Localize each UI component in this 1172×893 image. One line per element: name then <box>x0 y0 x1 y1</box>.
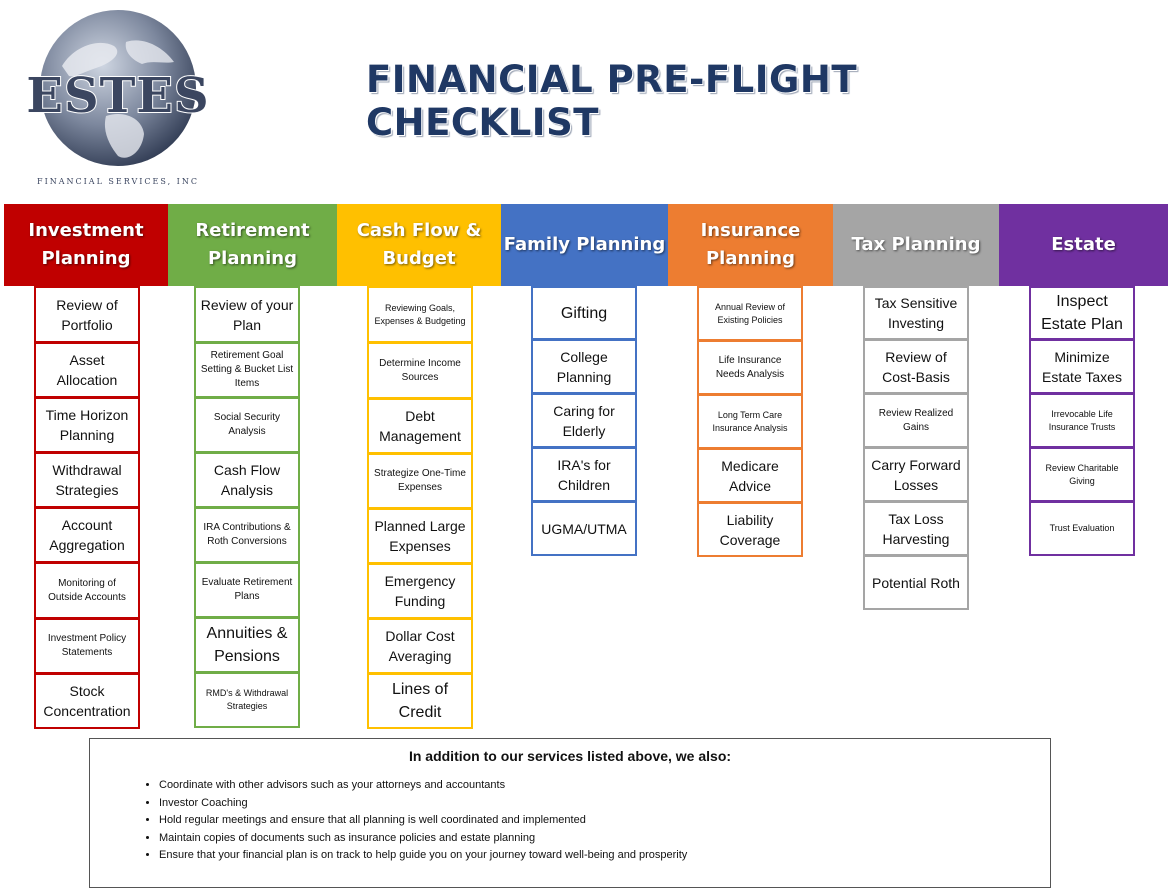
list-item: • Investor Coaching <box>159 795 687 813</box>
checklist-item: Liability Coverage <box>697 502 803 557</box>
checklist-item: Stock Concentration <box>34 673 140 729</box>
list-item: • Ensure that your financial plan is on track to help guide you on your journey toward well-being and prosperity <box>159 847 687 865</box>
checklist-item: Review Charitable Giving <box>1029 447 1135 502</box>
checklist-item: Caring for Elderly <box>531 393 637 448</box>
column-header-label: Cash Flow & <box>356 220 482 241</box>
column-header-label: Family Planning <box>503 234 666 255</box>
column-header-label: Planning <box>705 248 795 269</box>
header-investment-planning <box>4 204 168 286</box>
column-tax-planning <box>863 286 969 610</box>
checklist-item: Investment Policy Statements <box>34 618 140 674</box>
column-family-planning <box>531 286 637 556</box>
logo-subtitle: FINANCIAL SERVICES, INC <box>37 177 199 186</box>
checklist-item: Account Aggregation <box>34 507 140 563</box>
checklist-item: IRA Contributions & Roth Conversions <box>194 507 300 563</box>
header-cash-flow-budget <box>337 204 501 286</box>
checklist-item: Determine Income Sources <box>367 342 473 399</box>
checklist-item: Retirement Goal Setting & Bucket List Items <box>194 342 300 398</box>
column-header-label: Planning <box>41 248 131 269</box>
checklist-item: Lines of Credit <box>367 673 473 729</box>
column-header-label: Tax Planning <box>851 234 981 255</box>
checklist-item: IRA's for Children <box>531 447 637 502</box>
checklist-item: Tax Loss Harvesting <box>863 501 969 556</box>
checklist-item: Medicare Advice <box>697 448 803 503</box>
checklist-item: Irrevocable Life Insurance Trusts <box>1029 393 1135 448</box>
header-retirement-planning <box>168 204 337 286</box>
checklist-item: Potential Roth <box>863 555 969 610</box>
list-item: • Maintain copies of documents such as insurance policies and estate planning <box>159 830 687 848</box>
checklist-item: Gifting <box>531 286 637 340</box>
page-title: FINANCIAL PRE-FLIGHT CHECKLIST <box>366 58 858 144</box>
checklist-item: Social Security Analysis <box>194 397 300 453</box>
checklist-item: Minimize Estate Taxes <box>1029 339 1135 394</box>
column-cash-flow-budget <box>367 286 473 729</box>
checklist-item: Time Horizon Planning <box>34 397 140 453</box>
checklist-item: Annuities & Pensions <box>194 617 300 673</box>
column-header-label: Planning <box>207 248 297 269</box>
logo-wordmark: ESTES <box>26 68 210 124</box>
checklist-item: College Planning <box>531 339 637 394</box>
checklist-item: Review Realized Gains <box>863 393 969 448</box>
checklist-item: Evaluate Retirement Plans <box>194 562 300 618</box>
column-investment-planning <box>34 286 140 729</box>
checklist-item: Review of Portfolio <box>34 286 140 343</box>
checklist-item: Annual Review of Existing Policies <box>697 286 803 341</box>
checklist-item: Life Insurance Needs Analysis <box>697 340 803 395</box>
checklist-item: Long Term Care Insurance Analysis <box>697 394 803 449</box>
checklist-item: Monitoring of Outside Accounts <box>34 562 140 619</box>
checklist-item: Cash Flow Analysis <box>194 452 300 508</box>
checklist-item: Tax Sensitive Investing <box>863 286 969 340</box>
services-title: In addition to our services listed above, we also: <box>408 748 732 764</box>
checklist-item: Withdrawal Strategies <box>34 452 140 508</box>
checklist-item: Review of Cost-Basis <box>863 339 969 394</box>
checklist-item: Debt Management <box>367 398 473 454</box>
checklist-item: Carry Forward Losses <box>863 447 969 502</box>
checklist-item: Emergency Funding <box>367 563 473 619</box>
checklist-item: Reviewing Goals, Expenses & Budgeting <box>367 286 473 343</box>
header-insurance-planning <box>668 204 833 286</box>
checklist-item: Planned Large Expenses <box>367 508 473 564</box>
list-item: • Hold regular meetings and ensure that all planning is well coordinated and implemented <box>159 812 687 830</box>
column-header-label: Estate <box>1051 234 1116 255</box>
services-box <box>89 738 1051 888</box>
checklist-item: Inspect Estate Plan <box>1029 286 1135 340</box>
checklist-item: Strategize One-Time Expenses <box>367 453 473 509</box>
services-list <box>130 777 687 865</box>
globe-icon <box>14 6 224 186</box>
column-header-label: Insurance <box>700 220 801 241</box>
column-retirement-planning <box>194 286 300 728</box>
checklist-item: UGMA/UTMA <box>531 501 637 556</box>
header-tax-planning <box>833 204 999 286</box>
list-item: • Coordinate with other advisors such as your attorneys and accountants <box>159 777 687 795</box>
column-header-label: Retirement <box>195 220 310 241</box>
checklist-item: Review of your Plan <box>194 286 300 343</box>
column-header-label: Investment <box>28 220 144 241</box>
checklist-item: Asset Allocation <box>34 342 140 398</box>
column-estate <box>1029 286 1135 556</box>
checklist-item: Dollar Cost Averaging <box>367 618 473 674</box>
estes-logo <box>14 6 224 186</box>
header-family-planning <box>501 204 668 286</box>
header-estate <box>999 204 1168 286</box>
column-insurance-planning <box>697 286 803 557</box>
checklist-item: Trust Evaluation <box>1029 501 1135 556</box>
checklist-item: RMD's & Withdrawal Strategies <box>194 672 300 728</box>
column-header-label: Budget <box>382 248 456 269</box>
